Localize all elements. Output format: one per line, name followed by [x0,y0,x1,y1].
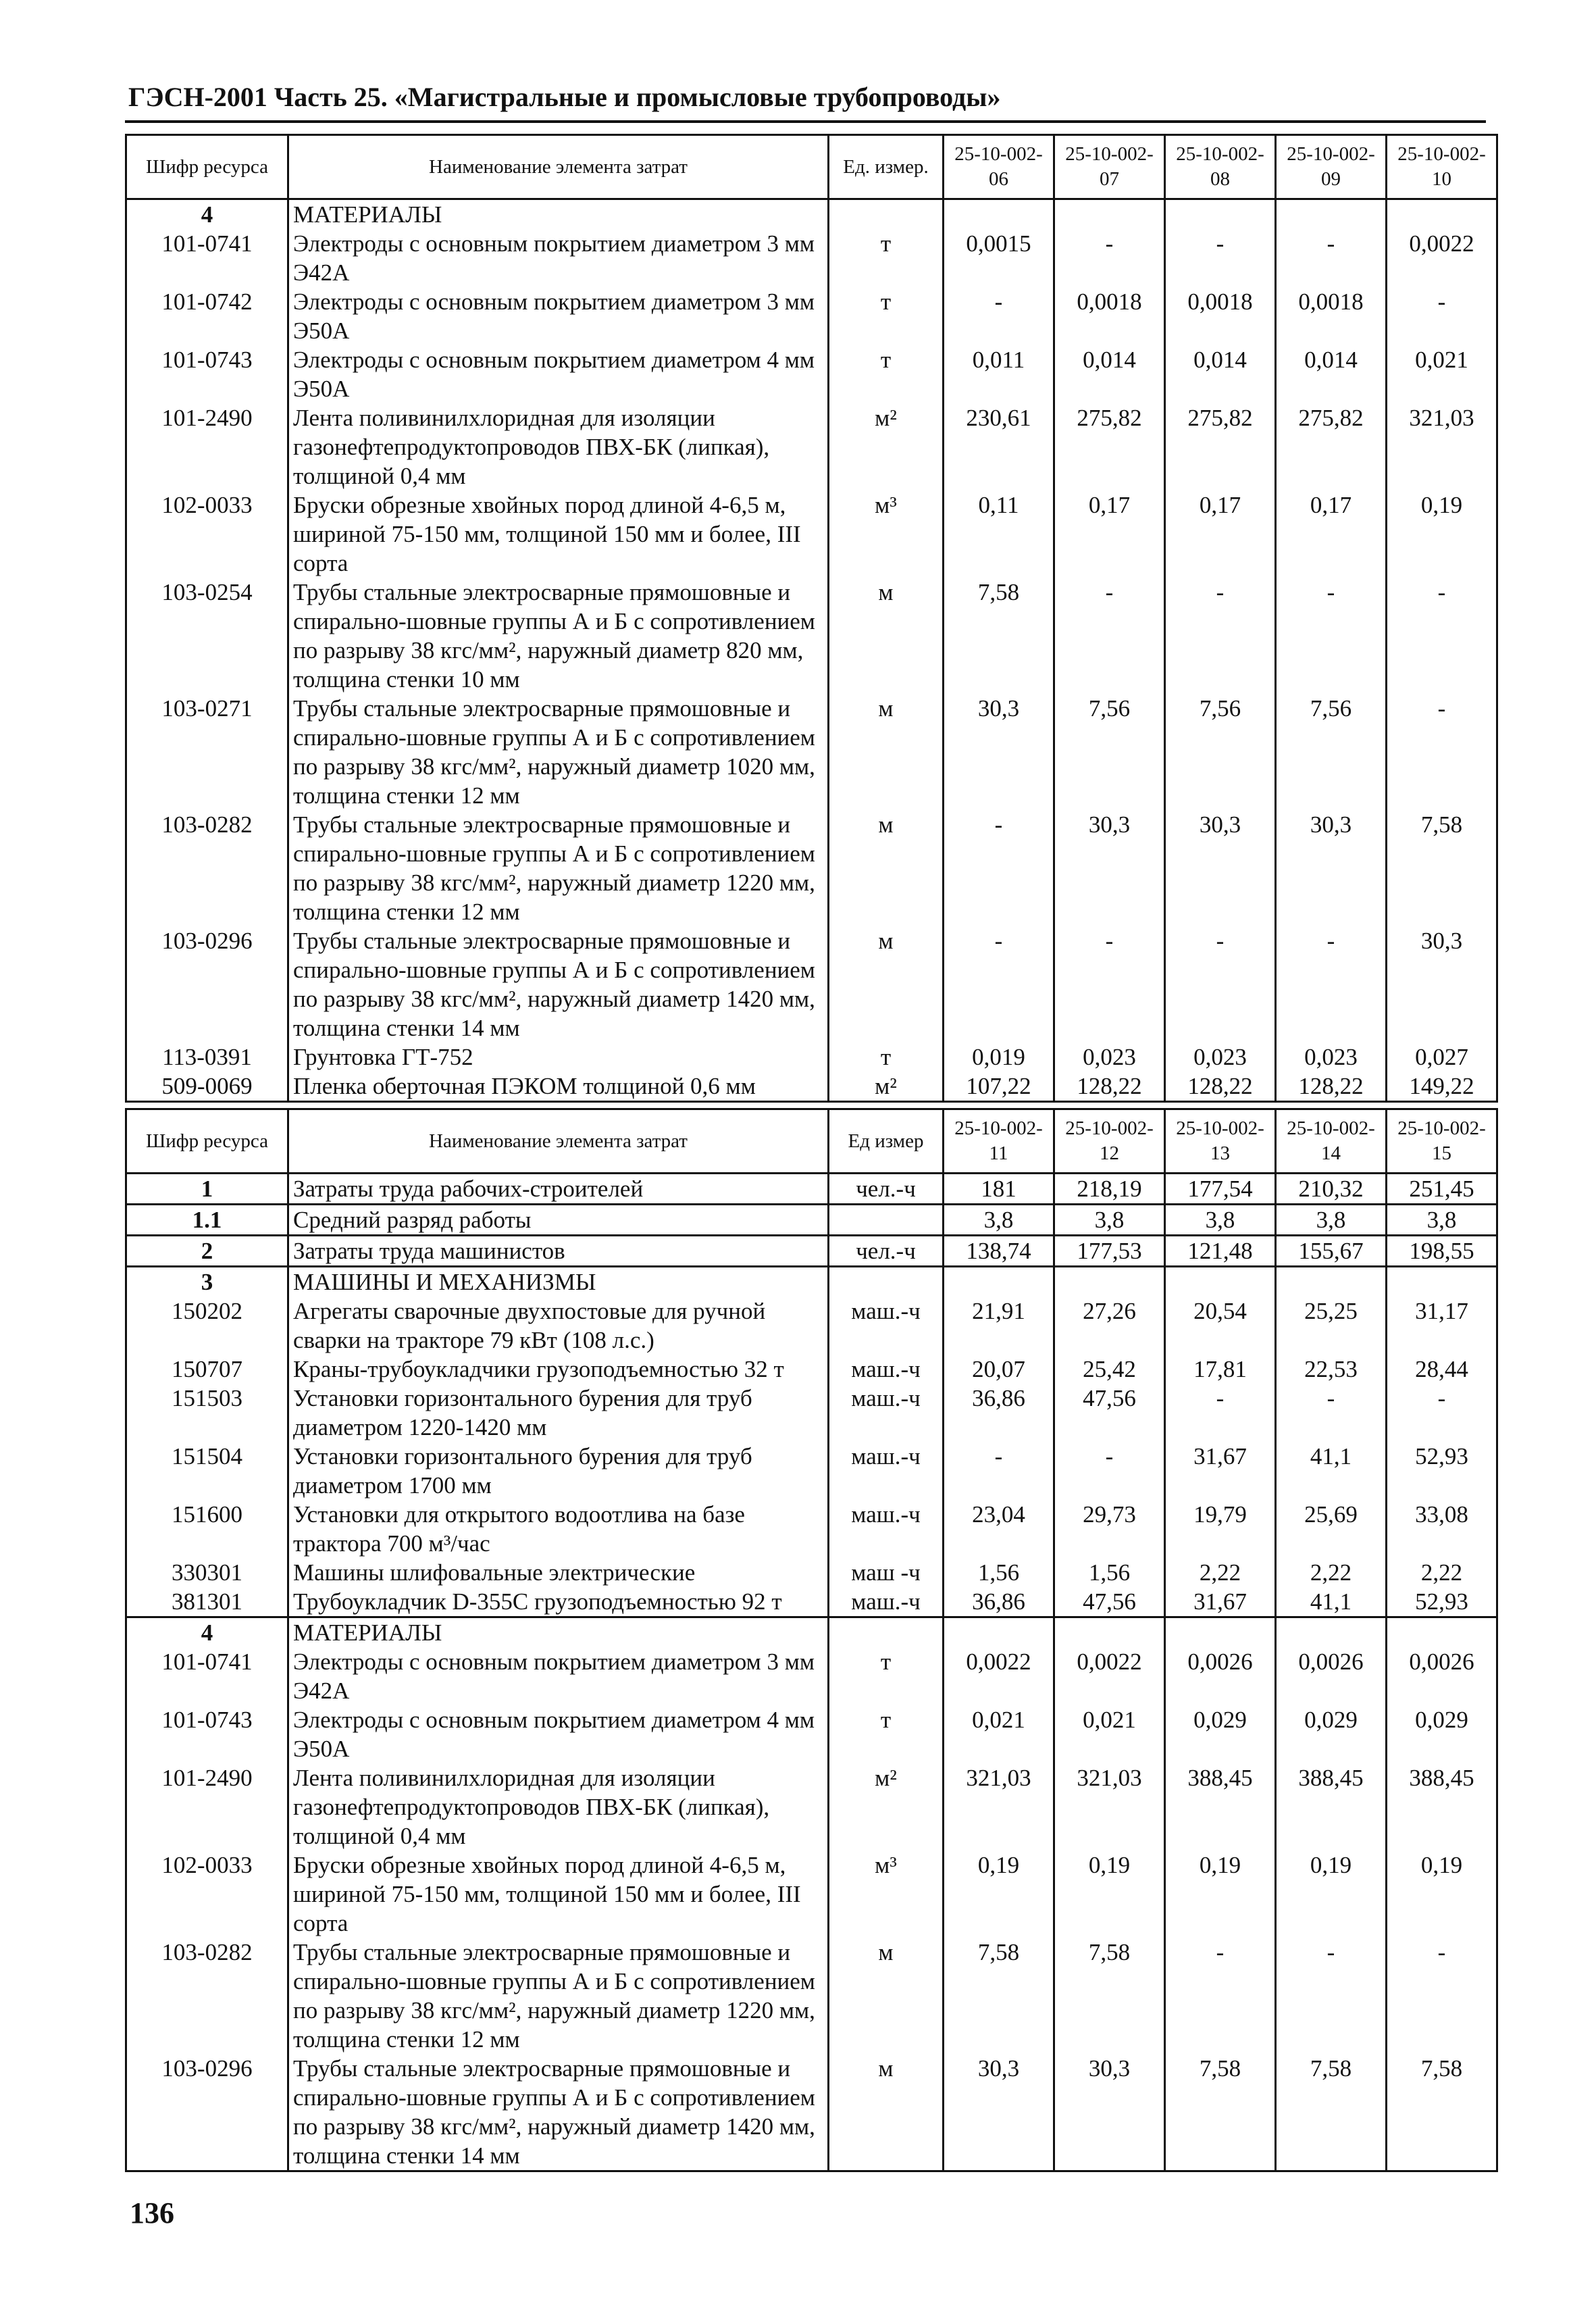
table-row [126,1442,1497,1500]
value-cell: 47,56 [1054,1587,1165,1617]
value-cell: 0,014 [1276,345,1387,403]
value-cell: 25,42 [1054,1355,1165,1384]
value-cell: 21,91 [944,1297,1054,1355]
table-row [126,1236,1497,1267]
value-cell: 0,0018 [1165,287,1276,345]
value-cell: 0,0026 [1165,1647,1276,1705]
value-cell: 17,81 [1165,1355,1276,1384]
table-row [126,810,1497,926]
value-cell: 0,023 [1276,1042,1387,1072]
value-cell: 230,61 [944,403,1054,491]
value-cell [1054,1617,1165,1648]
value-cell [944,1617,1054,1648]
unit: т [829,345,944,403]
value-cell: 128,22 [1165,1072,1276,1102]
value-cell: 0,029 [1276,1705,1387,1763]
resource-code: 103-0296 [126,926,288,1042]
item-name: Электроды с основным покрытием диаметром 3 мм Э50А [288,287,829,345]
value-cell: 20,54 [1165,1297,1276,1355]
table-row [126,491,1497,578]
table-row [126,1500,1497,1558]
value-cell: 0,014 [1054,345,1165,403]
unit: чел.-ч [829,1236,944,1267]
table-row [126,229,1497,287]
resource-code: 103-0271 [126,694,288,810]
item-name: Электроды с основным покрытием диаметром 3 мм Э42А [288,1647,829,1705]
item-name: Затраты труда рабочих-строителей [288,1174,829,1205]
value-cell: 0,021 [1387,345,1497,403]
value-cell: 33,08 [1387,1500,1497,1558]
value-cell: 128,22 [1276,1072,1387,1102]
value-cell: 7,56 [1276,694,1387,810]
value-cell: 0,011 [944,345,1054,403]
value-cell: 1,56 [1054,1558,1165,1587]
table-row [126,1851,1497,1938]
table-row [126,926,1497,1042]
resource-table-2 [125,1108,1498,2172]
value-cell: 0,0022 [1387,229,1497,287]
resource-code: 2 [126,1236,288,1267]
value-cell: 0,029 [1165,1705,1276,1763]
value-cell: 275,82 [1276,403,1387,491]
value-cell: 19,79 [1165,1500,1276,1558]
value-cell: 7,58 [944,1938,1054,2054]
value-cell: - [1054,229,1165,287]
resource-code: 3 [126,1267,288,1297]
resource-code: 150202 [126,1297,288,1355]
table-row [126,1297,1497,1355]
unit: маш.-ч [829,1297,944,1355]
value-cell: 31,17 [1387,1297,1497,1355]
col-header-name: Наименование элемента затрат [288,135,829,199]
unit: чел.-ч [829,1174,944,1205]
item-name: Бруски обрезные хвойных пород длиной 4-6,5 м, шириной 75-150 мм, толщиной 150 мм и более, III сорта [288,491,829,578]
value-cell: 3,8 [1165,1205,1276,1236]
value-cell: 0,0018 [1054,287,1165,345]
col-header-code: Шифр ресурса [126,135,288,199]
unit: м [829,694,944,810]
value-cell: - [1165,1938,1276,2054]
unit: м [829,1938,944,2054]
table-row [126,1617,1497,1648]
value-cell: - [1387,287,1497,345]
value-cell: 388,45 [1165,1763,1276,1851]
value-cell: 0,19 [1165,1851,1276,1938]
unit: м [829,578,944,694]
unit: м² [829,1763,944,1851]
value-cell [1165,1617,1276,1648]
value-cell: 30,3 [1165,810,1276,926]
item-name: Электроды с основным покрытием диаметром 4 мм Э50А [288,345,829,403]
value-cell: 0,19 [1276,1851,1387,1938]
value-cell: 3,8 [944,1205,1054,1236]
resource-code: 1 [126,1174,288,1205]
col-header-unit: Ед. измер. [829,135,944,199]
value-cell: 22,53 [1276,1355,1387,1384]
value-cell: 0,19 [944,1851,1054,1938]
value-cell: 177,53 [1054,1236,1165,1267]
unit: т [829,1647,944,1705]
value-cell: - [944,287,1054,345]
value-cell [1165,199,1276,230]
resource-code: 151503 [126,1384,288,1442]
col-header-code: Шифр ресурса [126,1109,288,1174]
value-cell: - [1387,1384,1497,1442]
value-cell: 275,82 [1054,403,1165,491]
value-cell: 0,11 [944,491,1054,578]
resource-table-1 [125,134,1498,1103]
table-row [126,1558,1497,1587]
table-row [126,1072,1497,1102]
unit: м [829,926,944,1042]
item-name: Трубы стальные электросварные прямошовные и спирально-шовные группы А и Б с сопротивлением по разрыву 38 кгс/мм², наружный диаметр 820 мм, толщина стенки 10 мм [288,578,829,694]
value-cell: 0,0026 [1276,1647,1387,1705]
value-cell: - [1387,578,1497,694]
resource-code: 1.1 [126,1205,288,1236]
resource-code: 102-0033 [126,491,288,578]
resource-code: 150707 [126,1355,288,1384]
table-row [126,1384,1497,1442]
col-header-norm: 25-10-002-08 [1165,135,1276,199]
table-row [126,1705,1497,1763]
item-name: Лента поливинилхлоридная для изоляции газонефтепродуктопроводов ПВХ-БК (липкая), толщиной 0,4 мм [288,1763,829,1851]
item-name: Бруски обрезные хвойных пород длиной 4-6,5 м, шириной 75-150 мм, толщиной 150 мм и более, III сорта [288,1851,829,1938]
unit: м² [829,403,944,491]
unit: маш.-ч [829,1355,944,1384]
resource-code: 103-0282 [126,1938,288,2054]
value-cell: 0,19 [1054,1851,1165,1938]
col-header-unit: Ед измер [829,1109,944,1174]
value-cell: 0,021 [944,1705,1054,1763]
value-cell: 36,86 [944,1587,1054,1617]
value-cell: 30,3 [1276,810,1387,926]
value-cell: - [1387,694,1497,810]
col-header-norm: 25-10-002-06 [944,135,1054,199]
col-header-norm: 25-10-002-07 [1054,135,1165,199]
value-cell [1054,1267,1165,1297]
value-cell: - [1276,926,1387,1042]
value-cell [1165,1267,1276,1297]
resource-code: 101-0742 [126,287,288,345]
value-cell: 1,56 [944,1558,1054,1587]
value-cell: 0,023 [1054,1042,1165,1072]
resource-code: 381301 [126,1587,288,1617]
value-cell: 27,26 [1054,1297,1165,1355]
value-cell: - [1165,229,1276,287]
value-cell: - [1054,1442,1165,1500]
unit: т [829,1705,944,1763]
value-cell: 0,0015 [944,229,1054,287]
value-cell: 149,22 [1387,1072,1497,1102]
value-cell [1276,1267,1387,1297]
item-name: Средний разряд работы [288,1205,829,1236]
item-name: Установки горизонтального бурения для труб диаметром 1700 мм [288,1442,829,1500]
value-cell: 321,03 [944,1763,1054,1851]
value-cell: 30,3 [944,694,1054,810]
item-name: Лента поливинилхлоридная для изоляции газонефтепродуктопроводов ПВХ-БК (липкая), толщиной 0,4 мм [288,403,829,491]
item-name: Затраты труда машинистов [288,1236,829,1267]
value-cell: 30,3 [1387,926,1497,1042]
value-cell: 7,58 [1387,2054,1497,2171]
value-cell: - [1054,926,1165,1042]
item-name: Трубы стальные электросварные прямошовные и спирально-шовные группы А и Б с сопротивлением по разрыву 38 кгс/мм², наружный диаметр 1220 мм, толщина стенки 12 мм [288,1938,829,2054]
resource-code: 101-0741 [126,1647,288,1705]
value-cell: 198,55 [1387,1236,1497,1267]
item-name: Пленка оберточная ПЭКОМ толщиной 0,6 мм [288,1072,829,1102]
resource-code: 4 [126,1617,288,1648]
header-rule [125,120,1486,123]
table-row [126,694,1497,810]
table-row [126,578,1497,694]
unit: м [829,2054,944,2171]
resource-code: 151600 [126,1500,288,1558]
resource-code: 509-0069 [126,1072,288,1102]
value-cell: 210,32 [1276,1174,1387,1205]
value-cell: 3,8 [1387,1205,1497,1236]
resource-code: 102-0033 [126,1851,288,1938]
value-cell: 7,58 [944,578,1054,694]
value-cell: 388,45 [1276,1763,1387,1851]
table-row [126,1174,1497,1205]
resource-code: 151504 [126,1442,288,1500]
value-cell: 2,22 [1387,1558,1497,1587]
resource-code: 101-0741 [126,229,288,287]
section-title: МАТЕРИАЛЫ [288,1617,829,1648]
table-row [126,1267,1497,1297]
table-header-row [126,135,1497,199]
value-cell: 0,021 [1054,1705,1165,1763]
table-row [126,1938,1497,2054]
table-row [126,199,1497,230]
unit: маш -ч [829,1558,944,1587]
value-cell: 25,25 [1276,1297,1387,1355]
value-cell: 29,73 [1054,1500,1165,1558]
value-cell: - [944,926,1054,1042]
value-cell: 52,93 [1387,1442,1497,1500]
unit [829,1267,944,1297]
value-cell: 7,58 [1054,1938,1165,2054]
unit: т [829,1042,944,1072]
unit [829,1617,944,1648]
unit [829,1205,944,1236]
value-cell: 0,17 [1276,491,1387,578]
resource-code: 101-0743 [126,1705,288,1763]
value-cell: 41,1 [1276,1442,1387,1500]
value-cell: 181 [944,1174,1054,1205]
table-row [126,1042,1497,1072]
value-cell: 41,1 [1276,1587,1387,1617]
resource-code: 330301 [126,1558,288,1587]
value-cell: 218,19 [1054,1174,1165,1205]
value-cell: 138,74 [944,1236,1054,1267]
table-row [126,1763,1497,1851]
value-cell: 107,22 [944,1072,1054,1102]
item-name: Грунтовка ГТ-752 [288,1042,829,1072]
value-cell: 0,0022 [944,1647,1054,1705]
value-cell: 31,67 [1165,1587,1276,1617]
value-cell: 251,45 [1387,1174,1497,1205]
value-cell: 31,67 [1165,1442,1276,1500]
value-cell: - [1276,1384,1387,1442]
value-cell: 0,17 [1165,491,1276,578]
unit: м³ [829,1851,944,1938]
value-cell: 0,0022 [1054,1647,1165,1705]
value-cell: 30,3 [944,2054,1054,2171]
table-row [126,1355,1497,1384]
value-cell [1387,1617,1497,1648]
value-cell: - [1276,1938,1387,2054]
table-body [126,199,1497,1102]
item-name: Трубы стальные электросварные прямошовные и спирально-шовные группы А и Б с сопротивлением по разрыву 38 кгс/мм², наружный диаметр 1020 мм, толщина стенки 12 мм [288,694,829,810]
value-cell: 0,19 [1387,491,1497,578]
value-cell: 2,22 [1165,1558,1276,1587]
unit: маш.-ч [829,1384,944,1442]
resource-code: 101-2490 [126,1763,288,1851]
value-cell: - [1165,578,1276,694]
resource-code: 103-0254 [126,578,288,694]
unit: т [829,229,944,287]
col-header-norm: 25-10-002-12 [1054,1109,1165,1174]
item-name: Электроды с основным покрытием диаметром 3 мм Э42А [288,229,829,287]
resource-code: 113-0391 [126,1042,288,1072]
table-row [126,1205,1497,1236]
value-cell: 36,86 [944,1384,1054,1442]
value-cell: - [1165,1384,1276,1442]
value-cell: 321,03 [1387,403,1497,491]
value-cell: 2,22 [1276,1558,1387,1587]
value-cell: 0,019 [944,1042,1054,1072]
unit [829,199,944,230]
value-cell: - [1276,578,1387,694]
value-cell: 30,3 [1054,810,1165,926]
unit: т [829,287,944,345]
item-name: Трубы стальные электросварные прямошовные и спирально-шовные группы А и Б с сопротивлением по разрыву 38 кгс/мм², наружный диаметр 1420 мм, толщина стенки 14 мм [288,926,829,1042]
item-name: Трубы стальные электросварные прямошовные и спирально-шовные группы А и Б с сопротивлением по разрыву 38 кгс/мм², наружный диаметр 1220 мм, толщина стенки 12 мм [288,810,829,926]
unit: маш.-ч [829,1587,944,1617]
value-cell: 7,58 [1387,810,1497,926]
value-cell [1276,1617,1387,1648]
item-name: Установки для открытого водоотлива на базе трактора 700 м³/час [288,1500,829,1558]
value-cell: 30,3 [1054,2054,1165,2171]
value-cell: - [1054,578,1165,694]
resource-code: 101-0743 [126,345,288,403]
value-cell [1387,199,1497,230]
resource-code: 103-0296 [126,2054,288,2171]
running-header: ГЭСН-2001 Часть 25. «Магистральные и промысловые трубопроводы» [128,82,1001,112]
value-cell: 7,56 [1054,694,1165,810]
item-name: Трубоукладчик D-355С грузоподъемностью 92 т [288,1587,829,1617]
value-cell [1276,199,1387,230]
col-header-name: Наименование элемента затрат [288,1109,829,1174]
item-name: Установки горизонтального бурения для труб диаметром 1220-1420 мм [288,1384,829,1442]
value-cell: 25,69 [1276,1500,1387,1558]
value-cell: 7,58 [1276,2054,1387,2171]
table-row [126,1647,1497,1705]
table-row [126,403,1497,491]
table-row [126,2054,1497,2171]
value-cell: 0,023 [1165,1042,1276,1072]
value-cell: 128,22 [1054,1072,1165,1102]
unit: м³ [829,491,944,578]
col-header-norm: 25-10-002-13 [1165,1109,1276,1174]
col-header-norm: 25-10-002-11 [944,1109,1054,1174]
unit: маш.-ч [829,1442,944,1500]
value-cell: 121,48 [1165,1236,1276,1267]
value-cell: 0,027 [1387,1042,1497,1072]
value-cell: 0,014 [1165,345,1276,403]
value-cell: 7,56 [1165,694,1276,810]
item-name: Электроды с основным покрытием диаметром 4 мм Э50А [288,1705,829,1763]
value-cell: 52,93 [1387,1587,1497,1617]
value-cell: 0,19 [1387,1851,1497,1938]
col-header-norm: 25-10-002-15 [1387,1109,1497,1174]
item-name: Трубы стальные электросварные прямошовные и спирально-шовные группы А и Б с сопротивлением по разрыву 38 кгс/мм², наружный диаметр 1420 мм, толщина стенки 14 мм [288,2054,829,2171]
value-cell: 23,04 [944,1500,1054,1558]
value-cell: 3,8 [1276,1205,1387,1236]
value-cell [1054,199,1165,230]
value-cell: - [944,1442,1054,1500]
value-cell: 321,03 [1054,1763,1165,1851]
value-cell [1387,1267,1497,1297]
value-cell: 0,0018 [1276,287,1387,345]
item-name: Машины шлифовальные электрические [288,1558,829,1587]
resource-code: 4 [126,199,288,230]
table-row [126,345,1497,403]
value-cell: 47,56 [1054,1384,1165,1442]
value-cell: 155,67 [1276,1236,1387,1267]
resource-code: 103-0282 [126,810,288,926]
item-name: Краны-трубоукладчики грузоподъемностью 32 т [288,1355,829,1384]
unit: м [829,810,944,926]
table-header-row [126,1109,1497,1174]
unit: маш.-ч [829,1500,944,1558]
resource-code: 101-2490 [126,403,288,491]
value-cell: 3,8 [1054,1205,1165,1236]
table-row [126,1587,1497,1617]
value-cell: - [944,810,1054,926]
value-cell: 275,82 [1165,403,1276,491]
value-cell: 28,44 [1387,1355,1497,1384]
value-cell: 388,45 [1387,1763,1497,1851]
value-cell: 0,029 [1387,1705,1497,1763]
value-cell: - [1165,926,1276,1042]
value-cell [944,199,1054,230]
value-cell: 177,54 [1165,1174,1276,1205]
page-number: 136 [130,2196,174,2230]
col-header-norm: 25-10-002-09 [1276,135,1387,199]
col-header-norm: 25-10-002-10 [1387,135,1497,199]
unit: м² [829,1072,944,1102]
item-name: Агрегаты сварочные двухпостовые для ручной сварки на тракторе 79 кВт (108 л.с.) [288,1297,829,1355]
value-cell [944,1267,1054,1297]
section-title: МАШИНЫ И МЕХАНИЗМЫ [288,1267,829,1297]
value-cell: 0,17 [1054,491,1165,578]
table-row [126,287,1497,345]
col-header-norm: 25-10-002-14 [1276,1109,1387,1174]
table-body [126,1174,1497,2171]
section-title: МАТЕРИАЛЫ [288,199,829,230]
value-cell: - [1276,229,1387,287]
value-cell: 0,0026 [1387,1647,1497,1705]
value-cell: 20,07 [944,1355,1054,1384]
value-cell: - [1387,1938,1497,2054]
value-cell: 7,58 [1165,2054,1276,2171]
